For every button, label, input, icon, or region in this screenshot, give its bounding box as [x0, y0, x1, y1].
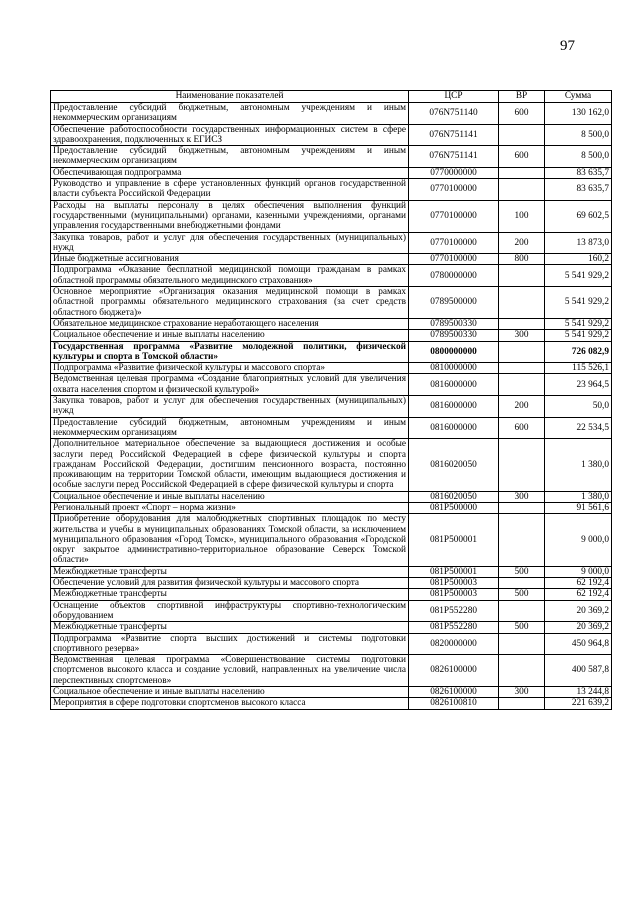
row-vr-cell: [499, 179, 545, 201]
row-name-cell: Оснащение объектов спортивной инфраструктуры спортивно-технологическим оборудованием: [51, 600, 409, 622]
row-vr-cell: 500: [499, 589, 545, 600]
row-sum-cell: 62 192,4: [545, 589, 612, 600]
header-name: Наименование показателей: [51, 91, 409, 103]
row-vr-cell: [499, 439, 545, 491]
row-vr-cell: [499, 578, 545, 589]
row-name-cell: Подпрограмма «Оказание бесплатной медицинской помощи гражданам в рамках областной программы обязательного медицинского страхования»: [51, 265, 409, 287]
row-name-cell: Межбюджетные трансферты: [51, 589, 409, 600]
row-csr-cell: 0820000000: [409, 633, 499, 655]
table-row: [51, 687, 612, 698]
row-csr-cell: 0826100000: [409, 655, 499, 687]
row-name-cell: Предоставление субсидий бюджетным, автономным учреждениям и иным некоммерческим организациям: [51, 146, 409, 168]
header-sum: Сумма: [545, 91, 612, 103]
row-csr-cell: 0780000000: [409, 265, 499, 287]
table-row: [51, 318, 612, 329]
row-csr-cell: 076N751140: [409, 103, 499, 125]
page-number: 97: [560, 38, 575, 54]
table-row: [51, 396, 612, 418]
row-name-cell: Социальное обеспечение и иные выплаты населению: [51, 491, 409, 502]
table-header-row: [51, 91, 612, 103]
table-row: [51, 566, 612, 577]
row-name-cell: Предоставление субсидий бюджетным, автономным учреждениям и иным некоммерческим организациям: [51, 103, 409, 125]
row-sum-cell: 9 000,0: [545, 514, 612, 566]
row-csr-cell: 076N751141: [409, 146, 499, 168]
table-row: [51, 600, 612, 622]
row-name-cell: Ведомственная целевая программа «Создание благоприятных условий для увеличения охвата населения спортом и физической культурой»: [51, 374, 409, 396]
row-vr-cell: 500: [499, 622, 545, 633]
row-sum-cell: 13 873,0: [545, 232, 612, 254]
budget-table: [50, 90, 612, 710]
table-row: [51, 374, 612, 396]
table-row: [51, 633, 612, 655]
row-name-cell: Мероприятия в сфере подготовки спортсменов высокого класса: [51, 698, 409, 709]
row-csr-cell: 081P552280: [409, 600, 499, 622]
table-row: [51, 146, 612, 168]
table-row: [51, 179, 612, 201]
row-csr-cell: 081P500003: [409, 589, 499, 600]
row-sum-cell: 1 380,0: [545, 439, 612, 491]
row-sum-cell: 20 369,2: [545, 622, 612, 633]
row-vr-cell: [499, 633, 545, 655]
row-csr-cell: 0816000000: [409, 417, 499, 439]
row-csr-cell: 0789500000: [409, 287, 499, 319]
header-vr: ВР: [499, 91, 545, 103]
row-vr-cell: [499, 600, 545, 622]
table-row: [51, 698, 612, 709]
row-name-cell: Дополнительное материальное обеспечение за выдающиеся достижения и особые заслуги перед Российской Федерацией в сфере физической культуры и спорта гражданам Российской Федерации, достигшим пенсионного возраста, постоянно проживающим на территории Томской области, имеющим выдающиеся достижения и особые заслуги перед Российской Федерацией в сфере физической культуры и спорта: [51, 439, 409, 491]
row-vr-cell: 500: [499, 566, 545, 577]
row-sum-cell: 400 587,8: [545, 655, 612, 687]
row-csr-cell: 0816020050: [409, 439, 499, 491]
row-name-cell: Социальное обеспечение и иные выплаты населению: [51, 330, 409, 341]
row-vr-cell: 300: [499, 687, 545, 698]
row-csr-cell: 0770100000: [409, 232, 499, 254]
row-vr-cell: [499, 363, 545, 374]
table-row: [51, 341, 612, 363]
table-row: [51, 254, 612, 265]
row-csr-cell: 081P500001: [409, 514, 499, 566]
row-vr-cell: [499, 514, 545, 566]
row-name-cell: Приобретение оборудования для малобюджетных спортивных площадок по месту жительства и учебы в муниципальных образованиях Томской области, за исключением муниципального образования «Город Томск», муниципального образования «Городской округ закрытое административно-территориальное образование Северск Томской области»: [51, 514, 409, 566]
row-vr-cell: [499, 502, 545, 513]
table-row: [51, 265, 612, 287]
table-row: [51, 502, 612, 513]
row-csr-cell: 0826100810: [409, 698, 499, 709]
row-sum-cell: 1 380,0: [545, 491, 612, 502]
row-sum-cell: 8 500,0: [545, 124, 612, 146]
row-sum-cell: 50,0: [545, 396, 612, 418]
row-csr-cell: 0789500330: [409, 318, 499, 329]
row-sum-cell: 130 162,0: [545, 103, 612, 125]
table-row: [51, 439, 612, 491]
row-sum-cell: 9 000,0: [545, 566, 612, 577]
row-name-cell: Межбюджетные трансферты: [51, 622, 409, 633]
table-row: [51, 578, 612, 589]
header-csr: ЦСР: [409, 91, 499, 103]
row-vr-cell: 300: [499, 330, 545, 341]
row-sum-cell: 8 500,0: [545, 146, 612, 168]
row-csr-cell: 0770100000: [409, 179, 499, 201]
row-vr-cell: [499, 265, 545, 287]
row-vr-cell: 600: [499, 103, 545, 125]
row-vr-cell: 600: [499, 417, 545, 439]
row-sum-cell: 5 541 929,2: [545, 265, 612, 287]
row-name-cell: Расходы на выплаты персоналу в целях обеспечения выполнения функций государственными (муниципальными) органами, казенными учреждениями, органами управления государственными внебюджетными фондами: [51, 200, 409, 232]
row-vr-cell: 600: [499, 146, 545, 168]
row-csr-cell: 0810000000: [409, 363, 499, 374]
table-row: [51, 330, 612, 341]
row-name-cell: Подпрограмма «Развитие спорта высших достижений и системы подготовки спортивного резерва»: [51, 633, 409, 655]
row-sum-cell: 91 561,6: [545, 502, 612, 513]
row-name-cell: Подпрограмма «Развитие физической культуры и массового спорта»: [51, 363, 409, 374]
row-sum-cell: 115 526,1: [545, 363, 612, 374]
table-row: [51, 363, 612, 374]
row-vr-cell: [499, 374, 545, 396]
row-name-cell: Межбюджетные трансферты: [51, 566, 409, 577]
row-name-cell: Государственная программа «Развитие молодежной политики, физической культуры и спорта в Томской области»: [51, 341, 409, 363]
row-vr-cell: [499, 655, 545, 687]
row-csr-cell: 081P500000: [409, 502, 499, 513]
row-sum-cell: 726 082,9: [545, 341, 612, 363]
row-sum-cell: 62 192,4: [545, 578, 612, 589]
row-csr-cell: 081P552280: [409, 622, 499, 633]
table-row: [51, 491, 612, 502]
row-csr-cell: 076N751141: [409, 124, 499, 146]
row-csr-cell: 0770000000: [409, 167, 499, 178]
table-row: [51, 417, 612, 439]
table-body: [51, 103, 612, 710]
row-csr-cell: 081P500003: [409, 578, 499, 589]
row-sum-cell: 20 369,2: [545, 600, 612, 622]
row-sum-cell: 160,2: [545, 254, 612, 265]
table-row: [51, 232, 612, 254]
table-row: [51, 200, 612, 232]
row-sum-cell: 221 639,2: [545, 698, 612, 709]
row-vr-cell: 200: [499, 396, 545, 418]
row-sum-cell: 5 541 929,2: [545, 287, 612, 319]
row-csr-cell: 0770100000: [409, 254, 499, 265]
row-sum-cell: 13 244,8: [545, 687, 612, 698]
row-sum-cell: 450 964,8: [545, 633, 612, 655]
row-sum-cell: 22 534,5: [545, 417, 612, 439]
row-vr-cell: 200: [499, 232, 545, 254]
row-csr-cell: 0800000000: [409, 341, 499, 363]
row-sum-cell: 69 602,5: [545, 200, 612, 232]
row-name-cell: Предоставление субсидий бюджетным, автономным учреждениям и иным некоммерческим организациям: [51, 417, 409, 439]
row-name-cell: Обеспечение работоспособности государственных информационных систем в сфере здравоохранения, подключенных к ЕГИСЗ: [51, 124, 409, 146]
table-row: [51, 124, 612, 146]
row-sum-cell: 5 541 929,2: [545, 318, 612, 329]
row-csr-cell: 0770100000: [409, 200, 499, 232]
row-vr-cell: 800: [499, 254, 545, 265]
table-row: [51, 589, 612, 600]
row-name-cell: Закупка товаров, работ и услуг для обеспечения государственных (муниципальных) нужд: [51, 232, 409, 254]
row-vr-cell: 100: [499, 200, 545, 232]
row-sum-cell: 83 635,7: [545, 167, 612, 178]
row-csr-cell: 0826100000: [409, 687, 499, 698]
row-name-cell: Ведомственная целевая программа «Совершенствование системы подготовки спортсменов высокого класса и создание условий, направленных на увеличение числа перспективных спортсменов»: [51, 655, 409, 687]
row-sum-cell: 5 541 929,2: [545, 330, 612, 341]
row-name-cell: Обеспечение условий для развития физической культуры и массового спорта: [51, 578, 409, 589]
row-vr-cell: [499, 318, 545, 329]
table-row: [51, 103, 612, 125]
table-row: [51, 655, 612, 687]
row-sum-cell: 83 635,7: [545, 179, 612, 201]
row-csr-cell: 0816000000: [409, 374, 499, 396]
row-vr-cell: [499, 167, 545, 178]
row-name-cell: Социальное обеспечение и иные выплаты населению: [51, 687, 409, 698]
row-name-cell: Руководство и управление в сфере установленных функций органов государственной власти субъекта Российской Федерации: [51, 179, 409, 201]
row-vr-cell: [499, 698, 545, 709]
table-row: [51, 167, 612, 178]
row-name-cell: Закупка товаров, работ и услуг для обеспечения государственных (муниципальных) нужд: [51, 396, 409, 418]
row-vr-cell: [499, 287, 545, 319]
row-vr-cell: 300: [499, 491, 545, 502]
row-name-cell: Обеспечивающая подпрограмма: [51, 167, 409, 178]
row-csr-cell: 081P500001: [409, 566, 499, 577]
row-name-cell: Иные бюджетные ассигнования: [51, 254, 409, 265]
table-row: [51, 287, 612, 319]
row-vr-cell: [499, 124, 545, 146]
table-row: [51, 622, 612, 633]
row-csr-cell: 0816000000: [409, 396, 499, 418]
row-vr-cell: [499, 341, 545, 363]
row-name-cell: Обязательное медицинское страхование неработающего населения: [51, 318, 409, 329]
table-row: [51, 514, 612, 566]
row-name-cell: Региональный проект «Спорт – норма жизни»: [51, 502, 409, 513]
row-csr-cell: 0816020050: [409, 491, 499, 502]
row-csr-cell: 0789500330: [409, 330, 499, 341]
row-name-cell: Основное мероприятие «Организация оказания медицинской помощи в рамках областной программы обязательного медицинского страхования (за счет средств областного бюджета)»: [51, 287, 409, 319]
row-sum-cell: 23 964,5: [545, 374, 612, 396]
